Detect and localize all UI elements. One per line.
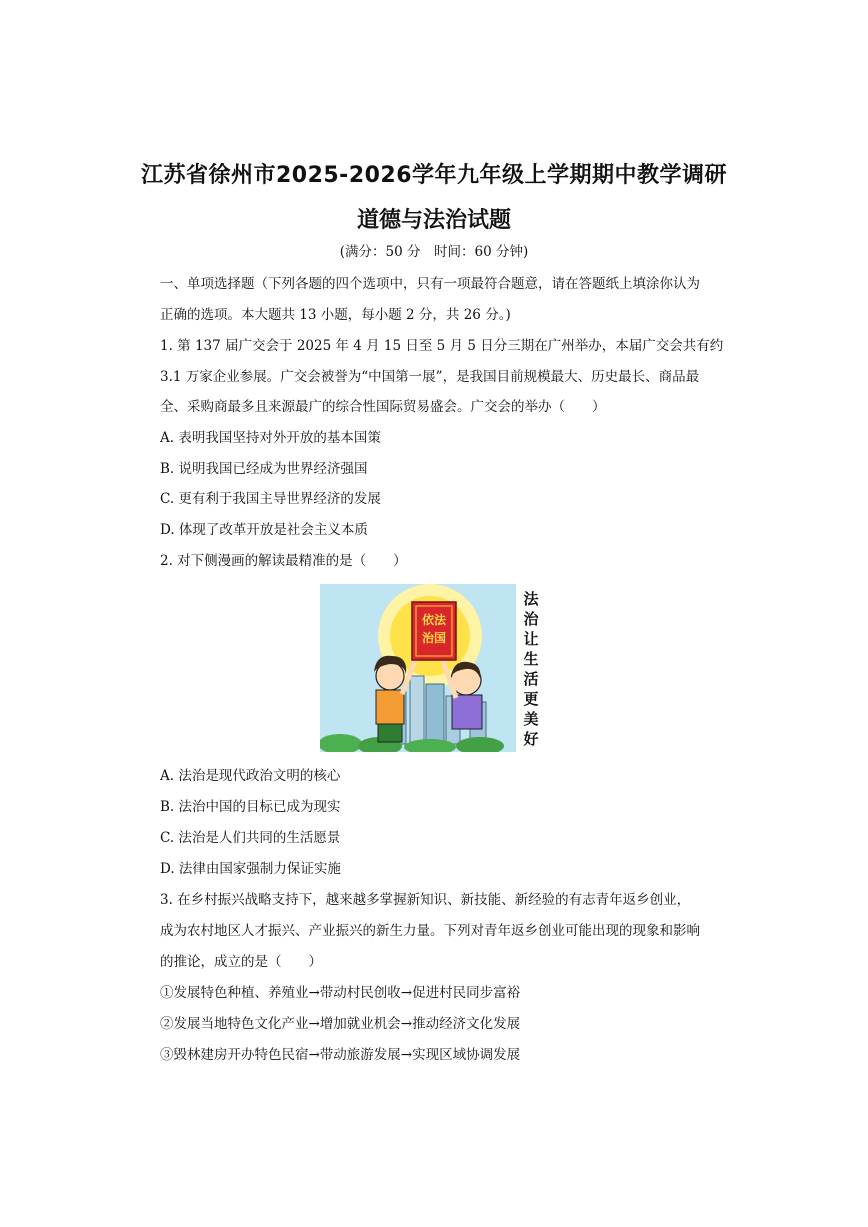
exam-subtitle: 道德与法治试题 <box>356 208 511 233</box>
q2-option-d: D. 法律由国家强制力保证实施 <box>160 861 341 877</box>
q3-item-2: ②发展当地特色文化产业→增加就业机会→推动经济文化发展 <box>160 1016 521 1032</box>
q2-option-a: A. 法治是现代政治文明的核心 <box>160 768 341 784</box>
q2-stem: 2. 对下侧漫画的解读最精准的是（ ） <box>160 553 407 569</box>
q1-stem-line-2: 3.1 万家企业参展。广交会被誉为“中国第一展”，是我国目前规模最大、历史最长、商品最 <box>160 369 700 385</box>
q3-stem-line-2: 成为农村地区人才振兴、产业振兴的新生力量。下列对青年返乡创业可能出现的现象和影响 <box>160 923 700 939</box>
q1-option-d: D. 体现了改革开放是社会主义本质 <box>160 522 368 538</box>
slogan-char: 让 <box>523 630 539 648</box>
slogan-char: 好 <box>523 730 539 748</box>
slogan-char: 法 <box>523 590 539 608</box>
q2-option-b: B. 法治中国的目标已成为现实 <box>160 799 341 815</box>
slogan-char: 活 <box>523 670 539 688</box>
exam-meta: (满分：50 分 时间：60 分钟) <box>339 244 529 260</box>
slogan-char: 美 <box>523 710 539 728</box>
exam-title: 江苏省徐州市2025-2026学年九年级上学期期中教学调研 <box>140 163 728 188</box>
section-instruction-line-1: 一、单项选择题（下列各题的四个选项中，只有一项最符合题意，请在答题纸上填涂你认为 <box>160 276 700 292</box>
slogan-char: 更 <box>523 690 539 708</box>
q3-item-3: ③毁林建房开办特色民宿→带动旅游发展→实现区域协调发展 <box>160 1047 521 1063</box>
book-text-2: 治国 <box>421 631 447 645</box>
q1-option-b: B. 说明我国已经成为世界经济强国 <box>160 461 368 477</box>
slogan-char: 治 <box>523 610 539 628</box>
q2-option-c: C. 法治是人们共同的生活愿景 <box>160 830 341 846</box>
slogan-char: 生 <box>523 650 539 668</box>
q1-option-a: A. 表明我国坚持对外开放的基本国策 <box>160 430 381 446</box>
book-text-1: 依法 <box>421 613 447 627</box>
q3-stem-line-1: 3. 在乡村振兴战略支持下，越来越多掌握新知识、新技能、新经验的有志青年返乡创业， <box>160 892 691 908</box>
q1-stem-line-1: 1. 第 137 届广交会于 2025 年 4 月 15 日至 5 月 5 日分三期在广州举办，本届广交会共有约 <box>160 338 724 354</box>
q3-stem-line-3: 的推论，成立的是（ ） <box>160 954 322 970</box>
section-instruction-line-2: 正确的选项。本大题共 13 小题，每小题 2 分，共 26 分。) <box>160 307 511 323</box>
q1-option-c: C. 更有利于我国主导世界经济的发展 <box>160 491 381 507</box>
q3-item-1: ①发展特色种植、养殖业→带动村民创收→促进村民同步富裕 <box>160 985 521 1001</box>
rule-of-law-cartoon <box>320 584 546 752</box>
q1-stem-line-3: 全、采购商最多且来源最广的综合性国际贸易盛会。广交会的举办（ ） <box>160 399 606 415</box>
